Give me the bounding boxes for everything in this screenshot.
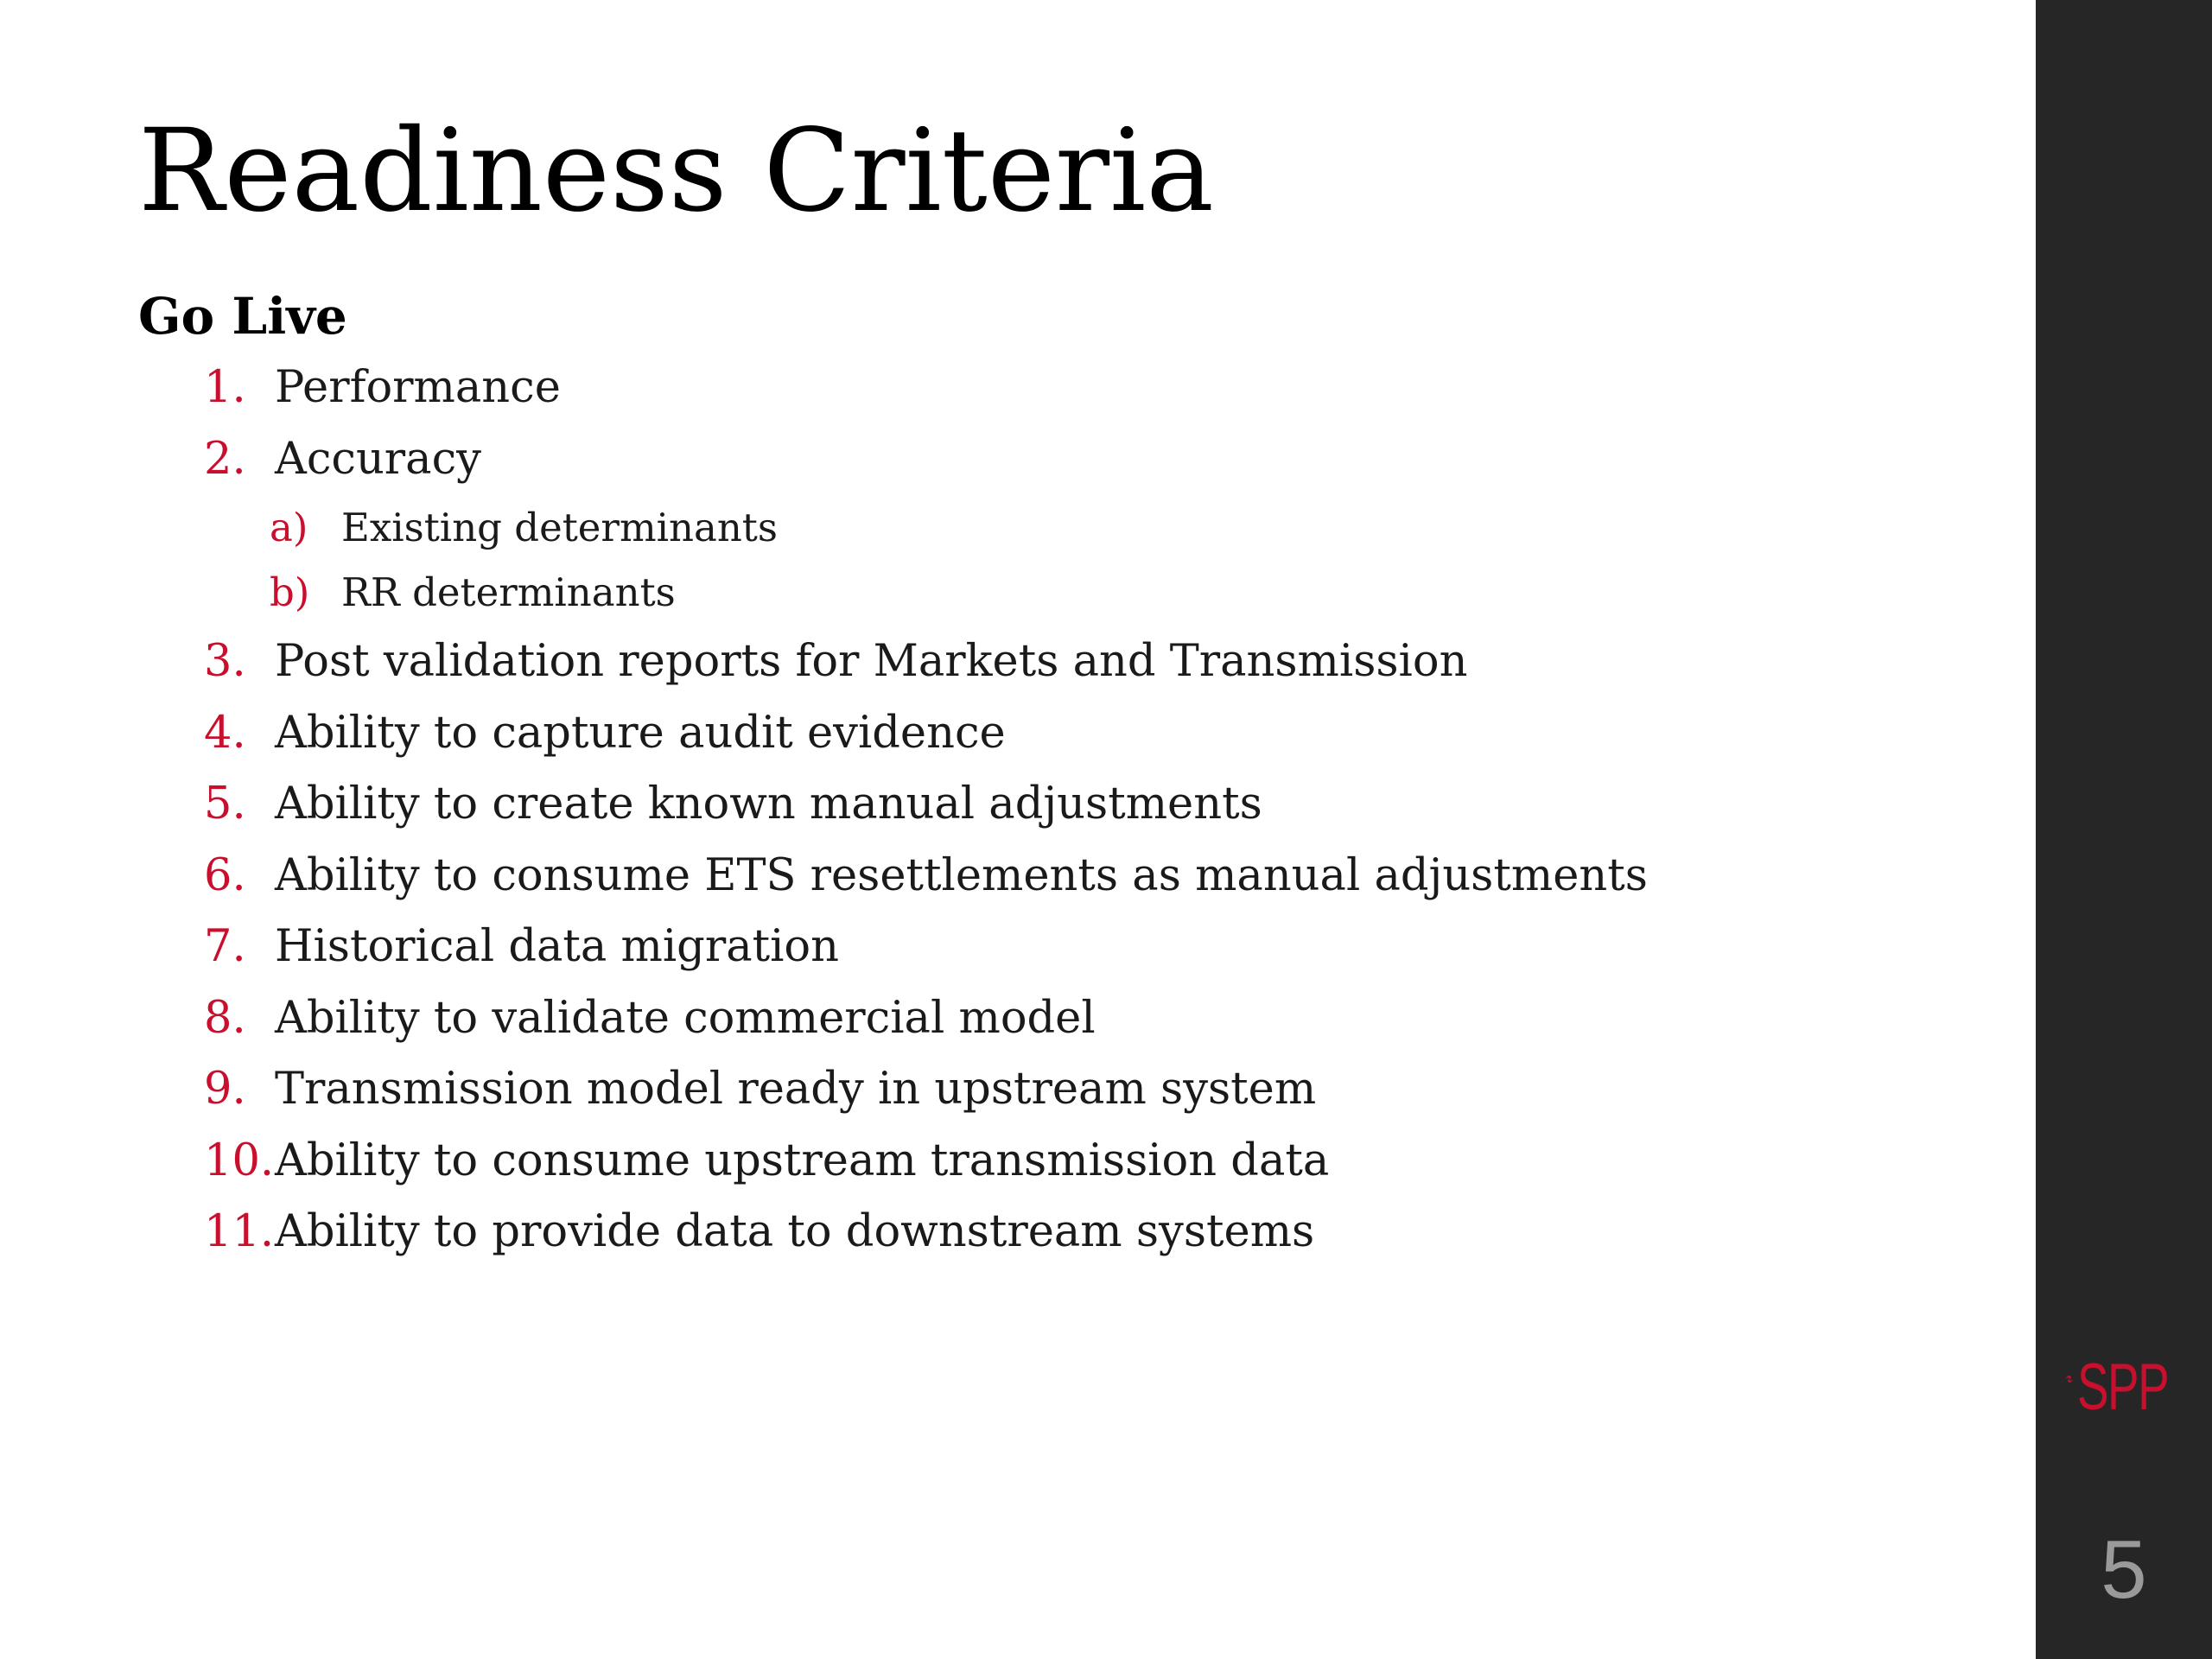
list-item-number: 6. [204,850,246,901]
list-item-text: Post validation reports for Markets and Transmission [275,636,1468,687]
list-item-number: 11. [204,1206,275,1257]
list-item-text: Ability to validate commercial model [275,993,1096,1044]
list-item-text: Performance [275,362,561,413]
spp-logo [2065,1344,2203,1431]
list-item-text: Ability to provide data to downstream systems [275,1206,1315,1257]
slide-subtitle: Go Live [138,287,347,346]
sub-list-item-text: Existing determinants [341,505,778,550]
sidebar [2036,0,2212,1659]
slide-title: Readiness Criteria [138,105,1214,238]
list-item-number: 7. [204,921,246,972]
list-item-number: 3. [204,636,246,687]
spp-logo-icon [2065,1361,2074,1397]
list-item-text: Accuracy [275,434,481,485]
list-item-text: Ability to create known manual adjustments [275,779,1262,830]
list-item-text: Historical data migration [275,921,839,972]
sub-list-item-marker: a) [270,505,308,550]
sub-list-item-text: RR determinants [341,569,676,615]
list-item-text: Ability to capture audit evidence [275,708,1006,759]
list-item-number: 2. [204,434,246,485]
list-item-number: 10. [204,1135,275,1186]
list-item-number: 8. [204,993,246,1044]
list-item-number: 9. [204,1064,246,1115]
list-item-text: Ability to consume upstream transmission data [275,1135,1330,1186]
list-item-text: Ability to consume ETS resettlements as manual adjustments [275,850,1648,901]
list-item-text: Transmission model ready in upstream system [275,1064,1317,1115]
page-number: 5 [2101,1523,2147,1616]
list-item-number: 1. [204,362,246,413]
spp-logo-text: SPP [2076,1351,2169,1424]
list-item-number: 5. [204,779,246,830]
list-item-number: 4. [204,708,246,759]
sub-list-item-marker: b) [270,569,310,615]
